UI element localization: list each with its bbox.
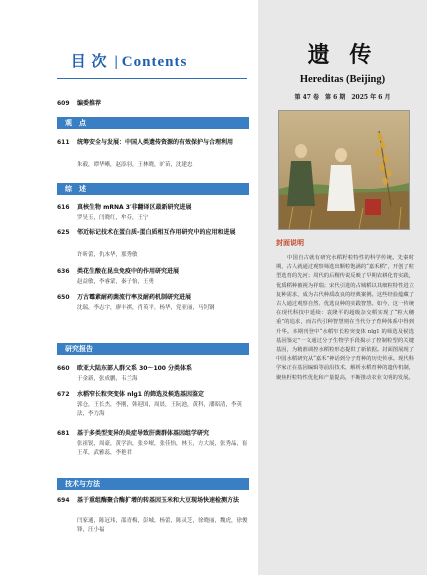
entry-title: 真核生物 mRNA 3′非翻译区最新研究进展: [77, 204, 192, 211]
entry-authors: 张祖锐，周豪，黄学治，张乡岷，张佳怡，林玉，方大展，张秀晶，崔王革，武雅蕊，李艳君: [77, 441, 248, 456]
entry-page: 636: [57, 268, 70, 275]
entry-title: 类花生酸在昆虫免疫中的作用研究进展: [77, 268, 180, 275]
entry-authors: 沈瑞，李志宇，廖丰祺，肖英平，杨华，党亚丽，马钊钢: [77, 305, 215, 311]
entry-title: 万古霉素耐药菌流行率及耐药机制研究进展: [77, 294, 192, 301]
entry-page: 616: [57, 204, 70, 211]
entry-page: 625: [57, 229, 70, 236]
entry-page: 681: [57, 430, 70, 437]
entry-title: 欧亚大陆东部人群父系 30～100 分类体系: [77, 365, 193, 372]
cover-image[interactable]: [278, 110, 410, 230]
toc-entry[interactable]: [57, 203, 249, 225]
section-label-viewpoint: 观 点: [65, 119, 86, 127]
contents-title-en: Contents: [121, 54, 188, 70]
issue-info: 第 47 卷 第 6 期 2025 年 6 月: [294, 94, 391, 101]
entry-authors: 于金新，张成鹏，韦兰海: [77, 376, 138, 382]
entry-page: 609: [57, 100, 70, 107]
journal-name-cn: 遗 传: [307, 42, 378, 68]
cover-illustration-graphic: [279, 111, 409, 229]
entry-title: 水稻窄长粒突变体 nlg1 的筛选及候选基因鉴定: [77, 391, 204, 398]
contents-title-cn: 目 次: [70, 54, 108, 70]
toc-entry[interactable]: [57, 364, 249, 386]
toc-entry[interactable]: [57, 429, 249, 469]
entry-page: 650: [57, 294, 70, 301]
entry-authors: 赵益敏，李睿蒙，秦子怡，王勇: [77, 279, 155, 285]
toc-entry-editor-recommend[interactable]: [57, 99, 249, 109]
section-label-review: 综 述: [65, 185, 86, 193]
cover-description-text: 中国自古就有研究水稻籽粒特性的科学传统。先秦时期，古人就通过观察筛选出颗粒饱满的“嘉禾稻”，开创了粒型选育的先河；周代的后稷传说反映了早期农耕化育实践，优质稻种被视为祥瑞；宋代引进的占城稻以其细粒特性进立复种需求，成为古代种质改良的经典案例。这些经验蕴藏了古人通过观察自然、优选良种的实践智慧。如今，这一传统在现代科技中延续：袁隆平的超级杂交稻实现了“粒大穗重”的追求，而古代引种智慧则在当代分子育种体系中得到升华。本期刊登中“水稻窄长粒突变体 nlg1 的筛选及候选基因鉴定”一文通过分子生物学手段揭示了控制粒型的关键基因，为精准调控水稻粒形态提供了新依据。封面图展现了中国水稻研究从“嘉禾”神话到分子育种的历史传承。现代科学家正在基因编辑等前沿技术，解析水稻育种的遗传机制，聚焦籽粒特性优化和产量提高，不断推动农业文明的发展。: [276, 255, 414, 381]
entry-page: 672: [57, 391, 70, 398]
entry-title: 基于重组酶聚合酶扩增的转基因玉米和大豆现场快速检测方法: [77, 497, 240, 504]
toc-entry[interactable]: [57, 138, 249, 174]
toc-entry[interactable]: [57, 293, 249, 329]
entry-authors: 许昕蕾，仇本华，那秀敏: [77, 252, 138, 258]
entry-title: 编委推荐: [77, 100, 102, 107]
entry-title: 统筹安全与发展：中国人类遗传资源的有效保护与合理利用: [77, 139, 234, 146]
contents-title-separator: |: [114, 54, 119, 70]
contents-title: [0, 50, 258, 71]
entry-page: 660: [57, 365, 70, 372]
toc-entry[interactable]: [57, 496, 249, 546]
entry-page: 611: [57, 139, 70, 146]
title-rule: [57, 78, 247, 79]
entry-title: 基于多类型变异的炎症导致肝菌群体基因组学研究: [77, 430, 210, 437]
entry-authors: 罗昊玉，闫晓红，牟芬，王宁: [77, 215, 149, 221]
journal-name-en: Hereditas (Beijing): [299, 74, 386, 85]
section-label-research: 研究报告: [65, 345, 93, 353]
toc-entry[interactable]: [57, 228, 249, 264]
entry-authors: 郭仓，王长杰，李刚，韩迎国，周晨，王阮池，黄科，潘昭清，李英法，李力海: [77, 402, 243, 417]
entry-title: 邻近标记技术在蛋白质-蛋白质相互作用研究中的应用和进展: [77, 229, 236, 236]
section-label-methods: 技术与方法: [65, 480, 100, 488]
entry-authors: 朱毅，谭华晰，赵添羽，王林晓，旷苗，沈建忠: [77, 162, 193, 168]
toc-entry[interactable]: [57, 267, 249, 289]
entry-authors: 闫家通，陈冠玮，邵青梅，彭城，杨蕾，陈灵芝，徐晓丽，魏虎，徐俊锋，汪小福: [77, 518, 248, 533]
cover-description-label: 封面说明: [276, 239, 304, 247]
toc-entry[interactable]: [57, 390, 249, 426]
entry-page: 694: [57, 497, 70, 504]
